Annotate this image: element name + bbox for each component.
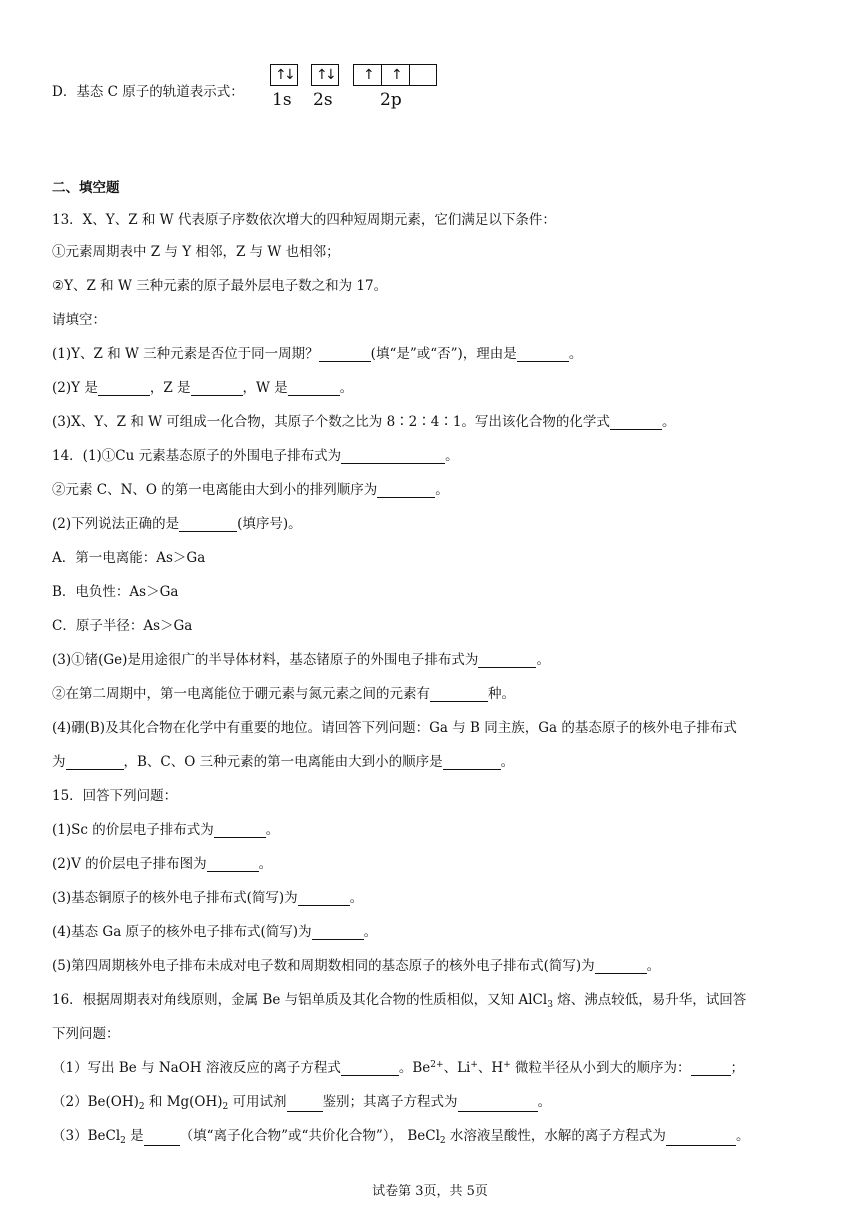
section-heading: 二、填空题 bbox=[52, 180, 120, 196]
answer-blank[interactable] bbox=[288, 381, 340, 396]
answer-blank[interactable] bbox=[207, 857, 259, 872]
answer-blank[interactable] bbox=[312, 925, 364, 940]
answer-blank[interactable] bbox=[610, 415, 662, 430]
q14-line-3: (2)下列说法正确的是 (填序号)。 bbox=[52, 516, 302, 532]
q14-line-1: 14．(1)①Cu 元素基态原子的外围电子排布式为 。 bbox=[52, 448, 459, 464]
page-footer: 试卷第 3页，共 5页 bbox=[372, 1184, 488, 1199]
orbital-box-2s bbox=[311, 64, 339, 86]
q14-option-b: B．电负性：As＞Ga bbox=[52, 584, 179, 600]
q13-condition-2: ②Y、Z 和 W 三种元素的原子最外层电子数之和为 17。 bbox=[52, 278, 388, 294]
q14-line-7: 为 ，B、C、O 三种元素的第一电离能由大到小的顺序是 。 bbox=[52, 754, 515, 770]
q16-line-1: 16．根据周期表对角线原则，金属 Be 与铝单质及其化合物的性质相似，又知 AlCl$_3$ 熔、沸点较低，易升华，试回答 bbox=[52, 992, 747, 1010]
orbital-label-2s: 2s bbox=[313, 90, 333, 110]
q14-option-a: A．第一电离能：As＞Ga bbox=[52, 550, 206, 566]
up-arrow-icon: ↑ bbox=[391, 67, 403, 83]
q13-part-2: (2)Y 是 ，Z 是 ，W 是 。 bbox=[52, 380, 354, 396]
q15-stem: 15．回答下列问题： bbox=[52, 788, 178, 804]
down-arrow-icon: ↓ bbox=[325, 67, 337, 83]
q14-line-5: ②在第二周期中，第一电离能位于硼元素与氮元素之间的元素有 种。 bbox=[52, 686, 515, 702]
answer-blank[interactable] bbox=[341, 1061, 399, 1076]
q14-line-4: (3)①锗(Ge)是用途很广的半导体材料，基态锗原子的外围电子排布式为 。 bbox=[52, 652, 550, 668]
up-arrow-icon: ↑ bbox=[316, 67, 328, 83]
q13-part-1: (1)Y、Z 和 W 三种元素是否位于同一周期？ (填“是”或“否”)，理由是 。 bbox=[52, 346, 583, 362]
answer-blank[interactable] bbox=[478, 653, 536, 668]
up-arrow-icon: ↑ bbox=[363, 67, 375, 83]
q13-fill-prompt: 请填空： bbox=[52, 312, 106, 328]
q14-line-6: (4)硼(B)及其化合物在化学中有重要的地位。请回答下列问题：Ga 与 B 同主族，Ga 的基态原子的核外电子排布式 bbox=[52, 720, 737, 736]
q16-line-2: 下列问题： bbox=[52, 1026, 120, 1042]
q13-part-3: (3)X、Y、Z 和 W 可组成一化合物，其原子个数之比为 8∶2∶4∶1。写出该化合物的化学式 。 bbox=[52, 414, 676, 430]
q16-line-5: （3）BeCl$_2$ 是 （填“离子化合物”或“共价化合物”）， BeCl$_2$ 水溶液呈酸性，水解的离子方程式为 。 bbox=[52, 1128, 750, 1146]
answer-blank[interactable] bbox=[144, 1131, 180, 1146]
answer-blank[interactable] bbox=[430, 687, 488, 702]
down-arrow-icon: ↓ bbox=[284, 67, 296, 83]
orbital-label-2p: 2p bbox=[380, 90, 402, 110]
q15-part-4: (4)基态 Ga 原子的核外电子排布式(简写)为 。 bbox=[52, 924, 378, 940]
q14-option-c: C．原子半径：As＞Ga bbox=[52, 618, 193, 634]
orbital-box-1s bbox=[270, 64, 298, 86]
answer-blank[interactable] bbox=[98, 381, 150, 396]
answer-blank[interactable] bbox=[458, 1097, 538, 1112]
answer-blank[interactable] bbox=[595, 959, 647, 974]
answer-blank[interactable] bbox=[298, 891, 350, 906]
answer-blank[interactable] bbox=[287, 1097, 323, 1112]
answer-blank[interactable] bbox=[443, 755, 501, 770]
answer-blank[interactable] bbox=[341, 449, 445, 464]
answer-blank[interactable] bbox=[319, 347, 371, 362]
q13-condition-1: ①元素周期表中 Z 与 Y 相邻，Z 与 W 也相邻； bbox=[52, 244, 340, 260]
q14-line-2: ②元素 C、N、O 的第一电离能由大到小的排列顺序为 。 bbox=[52, 482, 449, 498]
q16-line-4: $(2)Be(OH)_2$ 和 $Mg(OH)_2$ 可用试剂 鉴别；其离子方程式为 。 bbox=[52, 1094, 552, 1112]
up-arrow-icon: ↑ bbox=[275, 67, 287, 83]
q15-part-2: (2)V 的价层电子排布图为 。 bbox=[52, 856, 273, 872]
answer-blank[interactable] bbox=[66, 755, 124, 770]
q15-part-5: (5)第四周期核外电子排布未成对电子数和周期数相同的基态原子的核外电子排布式(简写)为 。 bbox=[52, 958, 661, 974]
answer-blank[interactable] bbox=[377, 483, 435, 498]
q16-line-3: （1）写出 Be 与 NaOH 溶液反应的离子方程式 。$Be^{2+}$、Li+、H+ 微粒半径从小到大的顺序为： ； bbox=[52, 1060, 745, 1076]
answer-blank[interactable] bbox=[517, 347, 569, 362]
answer-blank[interactable] bbox=[214, 823, 266, 838]
answer-blank[interactable] bbox=[666, 1131, 736, 1146]
orbital-box-2p bbox=[353, 64, 437, 86]
answer-blank[interactable] bbox=[191, 381, 243, 396]
orbital-label-1s: 1s bbox=[272, 90, 292, 110]
answer-blank[interactable] bbox=[179, 517, 237, 532]
q13-stem: 13．X、Y、Z 和 W 代表原子序数依次增大的四种短周期元素，它们满足以下条件： bbox=[52, 212, 556, 228]
option-d: D．基态 C 原子的轨道表示式： bbox=[52, 84, 244, 100]
q15-part-1: (1)Sc 的价层电子排布式为 。 bbox=[52, 822, 280, 838]
q15-part-3: (3)基态铜原子的核外电子排布式(简写)为 。 bbox=[52, 890, 364, 906]
answer-blank[interactable] bbox=[691, 1061, 731, 1076]
